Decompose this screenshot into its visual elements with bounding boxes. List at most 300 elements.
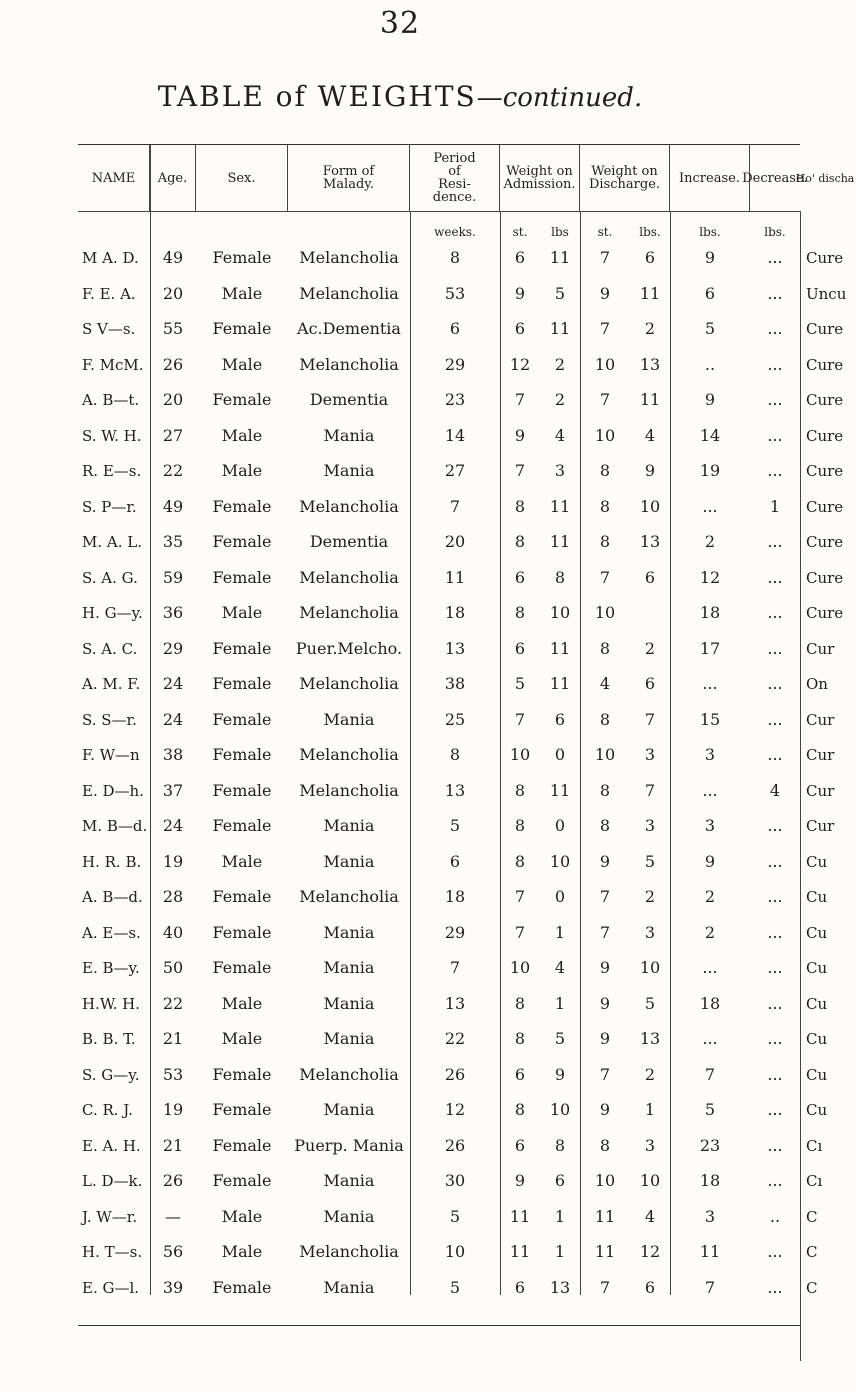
cell-admission-stone: 9: [514, 425, 526, 445]
weights-table: [78, 144, 855, 1326]
cell-period: 6: [449, 851, 461, 871]
cell-discharged: On: [806, 675, 828, 693]
cell-age: 26: [162, 1171, 184, 1190]
table-row: [78, 1020, 828, 1058]
cell-admission-lbs: 2: [554, 354, 566, 374]
cell-discharge-lbs: 6: [644, 248, 656, 267]
unit-decrease: lbs.: [764, 225, 786, 239]
cell-form: Ac.Dementia: [297, 319, 401, 338]
cell-decrease: ...: [767, 887, 783, 906]
cell-admission-stone: 8: [514, 1100, 526, 1119]
cell-age: 21: [162, 1135, 184, 1155]
cell-admission-stone: 7: [514, 922, 526, 942]
cell-decrease: ...: [767, 1242, 783, 1261]
cell-discharged: Cur: [806, 710, 835, 729]
cell-age: 36: [162, 603, 184, 622]
cell-age: 40: [162, 922, 184, 942]
cell-increase: 23: [699, 1135, 721, 1155]
cell-age: 19: [162, 851, 184, 871]
cell-admission-lbs: 11: [549, 319, 571, 338]
cell-period: 13: [444, 780, 466, 800]
cell-discharge-lbs: 5: [644, 993, 656, 1013]
cell-sex: Male: [221, 1029, 263, 1048]
cell-discharge-stone: 7: [599, 1277, 611, 1297]
cell-sex: Male: [221, 993, 263, 1013]
cell-decrease: ...: [767, 993, 783, 1013]
cell-discharge-stone: 7: [599, 567, 611, 587]
cell-discharged: C: [806, 1278, 818, 1297]
cell-name: S. A. G.: [82, 568, 138, 587]
cell-admission-lbs: 6: [554, 1171, 566, 1190]
cell-discharged: Cure: [806, 497, 844, 516]
cell-period: 29: [444, 922, 466, 942]
cell-sex: Female: [212, 674, 272, 693]
cell-admission-lbs: 6: [554, 709, 566, 729]
cell-admission-stone: 6: [514, 567, 526, 587]
cell-discharged: Cu: [806, 1065, 828, 1084]
cell-admission-stone: 8: [514, 816, 526, 835]
unit-increase: lbs.: [699, 225, 721, 239]
cell-admission-lbs: 1: [554, 1206, 566, 1226]
cell-decrease: ...: [767, 1029, 783, 1048]
cell-form: Puer.Melcho.: [295, 638, 403, 658]
cell-form: Mania: [323, 958, 375, 977]
header-sex: Sex.: [196, 145, 288, 211]
cell-age: 38: [162, 745, 184, 764]
cell-age: 27: [162, 425, 184, 445]
cell-sex: Female: [212, 532, 272, 551]
cell-period: 27: [444, 461, 466, 480]
cell-discharged: Cure: [806, 568, 844, 587]
cell-decrease: ...: [767, 922, 783, 942]
cell-admission-lbs: 0: [554, 816, 566, 835]
cell-age: 50: [162, 958, 184, 977]
cell-discharged: Cu: [806, 1030, 828, 1048]
cell-form: Melancholia: [299, 674, 399, 693]
cell-increase: 11: [699, 1242, 721, 1261]
cell-discharged: Cure: [806, 249, 844, 267]
cell-admission-stone: 5: [514, 674, 526, 693]
cell-form: Mania: [323, 1029, 375, 1048]
cell-sex: Female: [212, 780, 272, 800]
cell-decrease: ...: [767, 1277, 783, 1297]
cell-age: 22: [162, 993, 184, 1013]
cell-name: M. B—d.: [82, 817, 148, 835]
table-row: [78, 417, 844, 455]
cell-name: H. R. B.: [82, 852, 142, 871]
cell-name: H.W. H.: [82, 994, 141, 1013]
cell-period: 8: [449, 745, 461, 764]
cell-discharged: Cur: [806, 817, 835, 835]
cell-discharge-stone: 8: [599, 709, 611, 729]
cell-sex: Female: [212, 1135, 272, 1155]
table-row: [78, 843, 828, 881]
cell-form: Melancholia: [299, 354, 399, 374]
cell-increase: 15: [699, 709, 721, 729]
cell-discharge-stone: 10: [594, 603, 616, 622]
cell-admission-lbs: 10: [549, 603, 571, 622]
cell-discharge-lbs: 11: [639, 283, 661, 303]
cell-name: S. S—r.: [82, 710, 137, 729]
header-rule: [78, 211, 800, 212]
cell-name: F. W—n: [82, 746, 140, 764]
cell-form: Melancholia: [299, 248, 399, 267]
cell-admission-lbs: 1: [554, 922, 566, 942]
cell-admission-lbs: 11: [549, 638, 571, 658]
cell-admission-stone: 7: [514, 390, 526, 409]
cell-sex: Female: [212, 958, 272, 977]
cell-increase: 6: [704, 283, 716, 303]
cell-admission-lbs: 0: [554, 745, 566, 764]
cell-admission-stone: 11: [509, 1242, 531, 1261]
cell-period: 11: [444, 567, 466, 587]
cell-form: Mania: [323, 1100, 375, 1119]
cell-form: Melancholia: [299, 283, 399, 303]
cell-decrease: ...: [767, 567, 783, 587]
cell-age: 35: [162, 532, 184, 551]
cell-period: 7: [449, 958, 461, 977]
cell-admission-lbs: 1: [554, 993, 566, 1013]
cell-admission-stone: 8: [514, 851, 526, 871]
cell-sex: Female: [212, 567, 272, 587]
cell-increase: 5: [704, 319, 716, 338]
cell-decrease: 4: [769, 780, 781, 800]
cell-decrease: ...: [767, 816, 783, 835]
cell-sex: Male: [221, 1206, 263, 1226]
cell-sex: Female: [212, 1277, 272, 1297]
cell-discharge-lbs: 7: [644, 709, 656, 729]
cell-decrease: ...: [767, 1100, 783, 1119]
cell-discharged: Cure: [806, 462, 844, 480]
table-row: [78, 736, 835, 774]
table-row: [78, 310, 844, 348]
cell-name: R. E—s.: [82, 462, 142, 480]
cell-sex: Female: [212, 496, 272, 516]
cell-period: 6: [449, 319, 461, 338]
cell-sex: Male: [221, 851, 263, 871]
cell-sex: Female: [212, 1064, 272, 1084]
cell-discharge-stone: 9: [599, 1100, 611, 1119]
cell-discharge-lbs: 2: [644, 887, 656, 906]
unit-discharge-lbs: lbs.: [639, 225, 661, 239]
table-row: [78, 772, 835, 810]
cell-decrease: ...: [767, 603, 783, 622]
cell-admission-stone: 10: [509, 745, 531, 764]
cell-increase: ...: [702, 1029, 718, 1048]
cell-period: 18: [444, 603, 466, 622]
table-row: [78, 878, 828, 916]
cell-period: 23: [444, 390, 466, 409]
cell-sex: Female: [212, 887, 272, 906]
table-row: [78, 523, 844, 561]
cell-admission-stone: 8: [514, 603, 526, 622]
cell-discharge-lbs: 13: [639, 354, 661, 374]
cell-admission-stone: 6: [514, 248, 526, 267]
cell-increase: 3: [704, 745, 716, 764]
cell-form: Mania: [323, 709, 375, 729]
cell-discharge-stone: 10: [594, 354, 616, 374]
cell-discharge-lbs: 10: [639, 496, 661, 516]
cell-age: 56: [162, 1242, 184, 1261]
cell-decrease: ...: [767, 283, 783, 303]
cell-name: E. A. H.: [82, 1136, 141, 1155]
cell-discharged: Cu: [806, 852, 828, 871]
unit-discharge-stone: st.: [597, 225, 613, 239]
header-weight-discharge: Weight on Discharge.: [580, 145, 670, 211]
cell-discharged: Cure: [806, 426, 844, 445]
cell-discharged: Cur: [806, 639, 835, 658]
cell-name: A. E—s.: [82, 923, 141, 942]
table-row: [78, 1127, 823, 1165]
header-age: Age.: [150, 145, 196, 211]
cell-sex: Female: [212, 709, 272, 729]
table-row: [78, 275, 847, 313]
cell-increase: 3: [704, 1206, 716, 1226]
cell-discharge-stone: 4: [599, 674, 611, 693]
cell-form: Melancholia: [299, 603, 399, 622]
cell-discharge-stone: 9: [599, 1029, 611, 1048]
cell-decrease: ...: [767, 461, 783, 480]
cell-discharge-lbs: 12: [639, 1242, 661, 1261]
cell-discharge-stone: 11: [594, 1206, 616, 1226]
cell-admission-stone: 6: [514, 1135, 526, 1155]
cell-discharge-stone: 8: [599, 461, 611, 480]
cell-discharge-lbs: 3: [644, 1135, 656, 1155]
cell-discharge-stone: 8: [599, 532, 611, 551]
cell-discharge-lbs: 3: [644, 745, 656, 764]
table-row: [78, 701, 835, 739]
cell-discharged: Cure: [806, 391, 844, 409]
header-period: Period of Resi- dence.: [410, 145, 500, 211]
page-number: 32: [379, 6, 421, 41]
table-title-main: TABLE of WEIGHTS: [157, 80, 477, 113]
cell-increase: ...: [702, 674, 718, 693]
cell-admission-lbs: 0: [554, 887, 566, 906]
cell-age: 26: [162, 354, 184, 374]
cell-name: S. G—y.: [82, 1065, 140, 1084]
cell-form: Mania: [323, 425, 375, 445]
cell-discharged: Cu: [806, 959, 828, 977]
cell-decrease: ...: [767, 1064, 783, 1084]
cell-age: 24: [162, 674, 184, 693]
cell-discharge-stone: 7: [599, 887, 611, 906]
cell-discharge-stone: 9: [599, 283, 611, 303]
cell-form: Mania: [323, 1277, 375, 1297]
cell-sex: Male: [221, 603, 263, 622]
cell-admission-stone: 6: [514, 319, 526, 338]
table-row: [78, 949, 828, 987]
cell-decrease: ...: [767, 425, 783, 445]
cell-form: Mania: [323, 461, 375, 480]
cell-admission-lbs: 13: [549, 1277, 571, 1297]
cell-admission-lbs: 2: [554, 390, 566, 409]
cell-period: 14: [444, 425, 466, 445]
cell-sex: Female: [212, 1171, 272, 1190]
header-form: Form of Malady.: [288, 145, 410, 211]
cell-discharge-stone: 7: [599, 922, 611, 942]
table-row: [78, 1233, 818, 1271]
cell-discharge-stone: 8: [599, 780, 611, 800]
cell-form: Melancholia: [299, 1064, 399, 1084]
header-name: NAME: [78, 145, 150, 211]
cell-name: H. G—y.: [82, 604, 143, 622]
cell-sex: Female: [212, 638, 272, 658]
cell-increase: 5: [704, 1100, 716, 1119]
cell-discharge-stone: 7: [599, 390, 611, 409]
cell-age: 59: [162, 567, 184, 587]
cell-name: S. A. C.: [82, 639, 138, 658]
cell-admission-stone: 7: [514, 461, 526, 480]
cell-sex: Male: [221, 461, 263, 480]
cell-discharged: Cı: [806, 1136, 823, 1155]
cell-sex: Female: [212, 1100, 272, 1119]
cell-name: S V—s.: [82, 320, 136, 338]
cell-decrease: ...: [767, 354, 783, 374]
cell-period: 5: [449, 1277, 461, 1297]
cell-sex: Male: [221, 283, 263, 303]
cell-admission-lbs: 1: [554, 1242, 566, 1261]
cell-discharged: Cu: [806, 994, 828, 1013]
cell-period: 25: [444, 709, 466, 729]
cell-name: L. D—k.: [82, 1172, 143, 1190]
cell-discharge-lbs: 3: [644, 922, 656, 942]
cell-discharged: C: [806, 1243, 818, 1261]
cell-discharge-lbs: 13: [639, 1029, 661, 1048]
table-row: [78, 452, 844, 490]
cell-admission-stone: 6: [514, 1064, 526, 1084]
cell-discharge-lbs: 2: [644, 1064, 656, 1084]
cell-period: 13: [444, 993, 466, 1013]
table-row: [78, 594, 844, 632]
cell-period: 7: [449, 496, 461, 516]
cell-period: 26: [444, 1135, 466, 1155]
cell-discharge-lbs: 9: [644, 461, 656, 480]
unit-period: weeks.: [434, 225, 476, 239]
table-row: [78, 665, 828, 703]
cell-discharge-stone: 7: [599, 248, 611, 267]
cell-period: 22: [444, 1029, 466, 1048]
cell-form: Mania: [323, 993, 375, 1013]
cell-increase: ..: [704, 354, 716, 374]
cell-sex: Female: [212, 248, 272, 267]
cell-admission-stone: 9: [514, 283, 526, 303]
cell-period: 10: [444, 1242, 466, 1261]
cell-sex: Male: [221, 1242, 263, 1261]
cell-discharged: Cu: [806, 1101, 828, 1119]
cell-form: Melancholia: [299, 496, 399, 516]
table-title: [0, 80, 800, 113]
cell-age: 29: [162, 638, 184, 658]
table-row: [78, 381, 844, 419]
cell-period: 5: [449, 816, 461, 835]
cell-age: 49: [162, 496, 184, 516]
unit-admission-stone: st.: [512, 225, 528, 239]
cell-discharged: Cure: [806, 320, 844, 338]
cell-discharge-lbs: 1: [644, 1100, 656, 1119]
table-row: [78, 914, 828, 952]
table-row: [78, 807, 835, 845]
cell-discharge-lbs: 11: [639, 390, 661, 409]
cell-admission-stone: 12: [509, 354, 531, 374]
cell-discharge-stone: 9: [599, 851, 611, 871]
cell-form: Mania: [323, 922, 375, 942]
cell-increase: 18: [699, 1171, 721, 1190]
cell-period: 12: [444, 1100, 466, 1119]
table-row: [78, 1091, 828, 1129]
cell-discharge-stone: 8: [599, 496, 611, 516]
cell-age: 20: [162, 390, 184, 409]
cell-period: 38: [444, 674, 466, 693]
table-title-suffix: —continued.: [476, 83, 643, 113]
cell-age: 28: [162, 887, 184, 906]
cell-name: M A. D.: [82, 249, 139, 267]
cell-name: E. D—h.: [82, 781, 144, 800]
cell-sex: Female: [212, 745, 272, 764]
cell-discharged: Cur: [806, 781, 835, 800]
cell-discharge-lbs: 6: [644, 567, 656, 587]
cell-age: 20: [162, 283, 184, 303]
cell-age: 19: [162, 1100, 184, 1119]
cell-admission-lbs: 8: [554, 1135, 566, 1155]
table-row: [78, 346, 844, 384]
cell-age: 22: [162, 461, 184, 480]
cell-age: 39: [162, 1277, 184, 1297]
cell-discharge-lbs: 4: [644, 425, 656, 445]
cell-admission-lbs: 4: [554, 958, 566, 977]
cell-form: Melancholia: [299, 745, 399, 764]
cell-decrease: ..: [769, 1206, 781, 1226]
cell-age: 24: [162, 816, 184, 835]
cell-discharge-lbs: 2: [644, 319, 656, 338]
cell-discharge-stone: 8: [599, 816, 611, 835]
cell-admission-lbs: 10: [549, 1100, 571, 1119]
cell-decrease: ...: [767, 248, 783, 267]
cell-admission-lbs: 11: [549, 496, 571, 516]
cell-age: 55: [162, 319, 184, 338]
cell-admission-stone: 9: [514, 1171, 526, 1190]
cell-form: Melancholia: [299, 780, 399, 800]
cell-discharge-stone: 8: [599, 638, 611, 658]
cell-period: 29: [444, 354, 466, 374]
cell-name: J. W—r.: [82, 1207, 138, 1226]
cell-period: 8: [449, 248, 461, 267]
cell-discharge-stone: 9: [599, 993, 611, 1013]
cell-name: H. T—s.: [82, 1243, 143, 1261]
cell-admission-lbs: 4: [554, 425, 566, 445]
cell-discharged: Cu: [806, 923, 828, 942]
cell-discharge-stone: 7: [599, 1064, 611, 1084]
unit-admission-lbs: lbs: [551, 225, 569, 239]
cell-name: F. E. A.: [82, 284, 136, 303]
cell-increase: 17: [699, 638, 721, 658]
cell-increase: ...: [702, 958, 718, 977]
cell-period: 13: [444, 638, 466, 658]
cell-discharge-lbs: 2: [644, 638, 656, 658]
cell-admission-lbs: 5: [554, 283, 566, 303]
cell-decrease: ...: [767, 532, 783, 551]
cell-admission-stone: 7: [514, 709, 526, 729]
cell-decrease: ...: [767, 851, 783, 871]
cell-age: 53: [162, 1064, 184, 1084]
header-increase: Increase.: [670, 145, 750, 211]
table-row: [78, 488, 844, 526]
cell-admission-lbs: 11: [549, 532, 571, 551]
cell-discharge-lbs: 6: [644, 1277, 656, 1297]
header-weight-admission: Weight on Admission.: [500, 145, 580, 211]
cell-discharge-stone: 9: [599, 958, 611, 977]
cell-discharged: Uncu: [806, 284, 847, 303]
cell-increase: 7: [704, 1064, 716, 1084]
